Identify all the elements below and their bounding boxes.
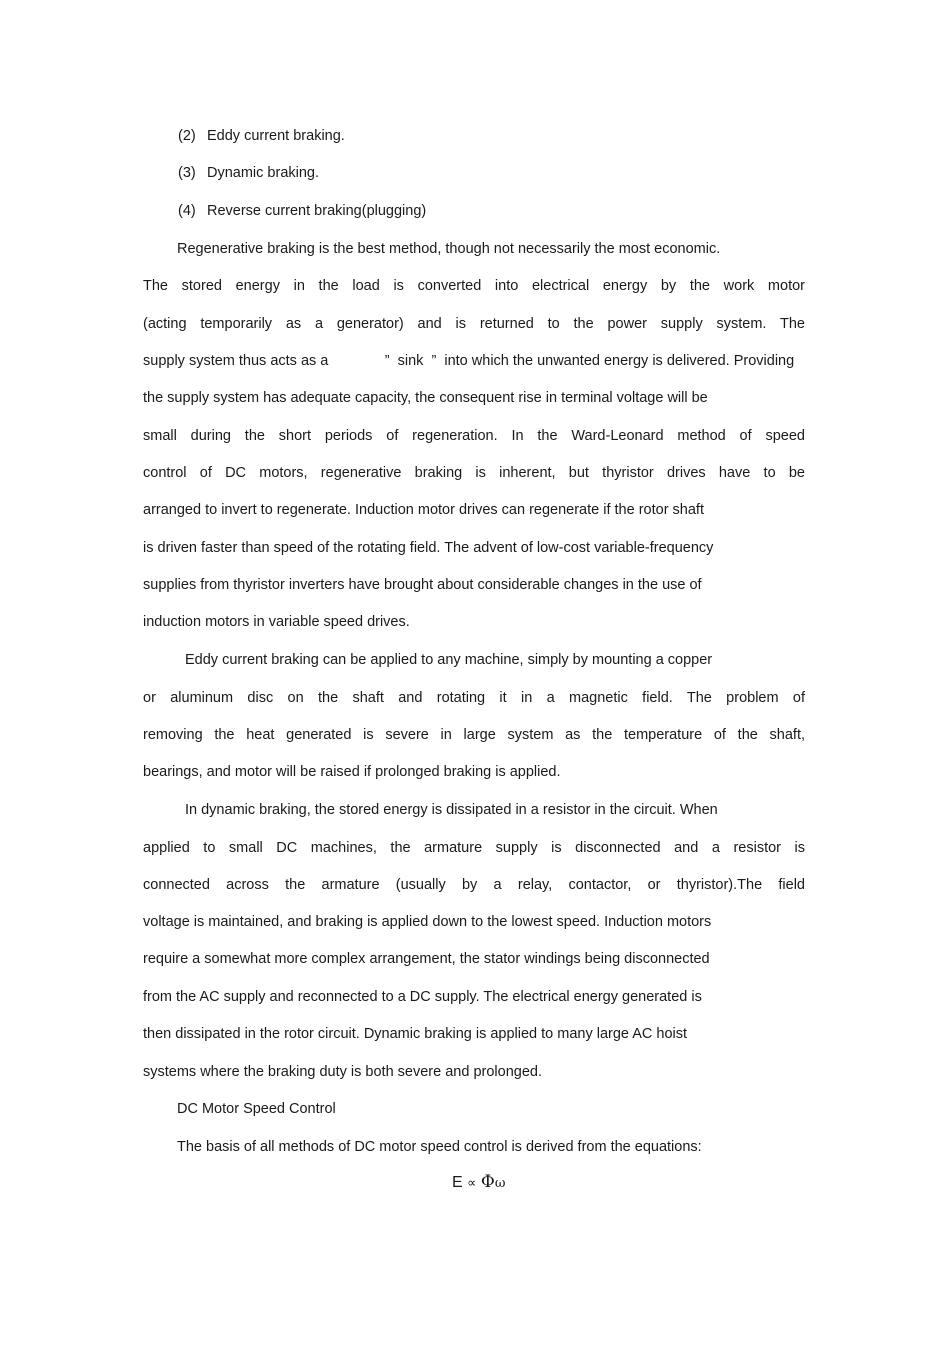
paragraph-line: (acting temporarily as a generator) and is returned to the power supply system. The bbox=[143, 316, 805, 332]
list-item-2 bbox=[178, 127, 345, 145]
paragraph-line: is driven faster than speed of the rotating field. The advent of low-cost variable-frequency bbox=[143, 540, 714, 556]
paragraph-line: small during the short periods of regeneration. In the Ward-Leonard method of speed bbox=[143, 428, 805, 444]
paragraph-line: then dissipated in the rotor circuit. Dynamic braking is applied to many large AC hoist bbox=[143, 1026, 688, 1042]
paragraph-line: Regenerative braking is the best method, though not necessarily the most economic. bbox=[177, 241, 721, 257]
paragraph-line: applied to small DC machines, the armature supply is disconnected and a resistor is bbox=[143, 840, 805, 856]
paragraph-line: Eddy current braking can be applied to any machine, simply by mounting a copper bbox=[185, 652, 713, 668]
paragraph-line: supplies from thyristor inverters have brought about considerable changes in the use of bbox=[143, 577, 702, 593]
list-item-text: Dynamic braking. bbox=[207, 165, 320, 181]
list-item-number: (2) bbox=[178, 128, 196, 144]
paragraph-line: The stored energy in the load is converted into electrical energy by the work motor bbox=[143, 278, 805, 294]
paragraph-line: The basis of all methods of DC motor speed control is derived from the equations: bbox=[177, 1139, 702, 1155]
equation-e: E bbox=[452, 1174, 463, 1191]
list-item-4 bbox=[178, 202, 426, 220]
equation-phi: Φ bbox=[480, 1172, 495, 1192]
list-item-text: Reverse current braking(plugging) bbox=[207, 203, 427, 219]
paragraph-line: removing the heat generated is severe in large system as the temperature of the shaft, bbox=[143, 727, 805, 743]
list-item-number: (3) bbox=[178, 165, 196, 181]
proportional-symbol: ∝ bbox=[467, 1175, 477, 1190]
paragraph-line: or aluminum disc on the shaft and rotating it in a magnetic field. The problem of bbox=[143, 690, 805, 706]
paragraph-line: systems where the braking duty is both severe and prolonged. bbox=[143, 1064, 542, 1080]
equation-omega: ω bbox=[494, 1176, 506, 1191]
paragraph-line: voltage is maintained, and braking is applied down to the lowest speed. Induction motors bbox=[143, 914, 712, 930]
paragraph-line: bearings, and motor will be raised if prolonged braking is applied. bbox=[143, 764, 561, 780]
list-item-3 bbox=[178, 164, 319, 182]
list-item-text: Eddy current braking. bbox=[207, 128, 345, 144]
paragraph-line: induction motors in variable speed drives. bbox=[143, 614, 410, 630]
paragraph-line: from the AC supply and reconnected to a DC supply. The electrical energy generated is bbox=[143, 989, 702, 1005]
paragraph-line: In dynamic braking, the stored energy is dissipated in a resistor in the circuit. When bbox=[185, 802, 718, 818]
paragraph-line: supply system thus acts as a ” sink ” into which the unwanted energy is delivered. Providing bbox=[143, 353, 795, 369]
paragraph-line: the supply system has adequate capacity, the consequent rise in terminal voltage will be bbox=[143, 390, 708, 406]
equation bbox=[452, 1172, 505, 1194]
paragraph-line: arranged to invert to regenerate. Induction motor drives can regenerate if the rotor shaft bbox=[143, 502, 704, 518]
paragraph-line: control of DC motors, regenerative braking is inherent, but thyristor drives have to be bbox=[143, 465, 805, 481]
paragraph-line: require a somewhat more complex arrangement, the stator windings being disconnected bbox=[143, 951, 710, 967]
list-item-number: (4) bbox=[178, 203, 196, 219]
paragraph-line: connected across the armature (usually by a relay, contactor, or thyristor).The field bbox=[143, 877, 805, 893]
section-heading: DC Motor Speed Control bbox=[177, 1101, 336, 1117]
